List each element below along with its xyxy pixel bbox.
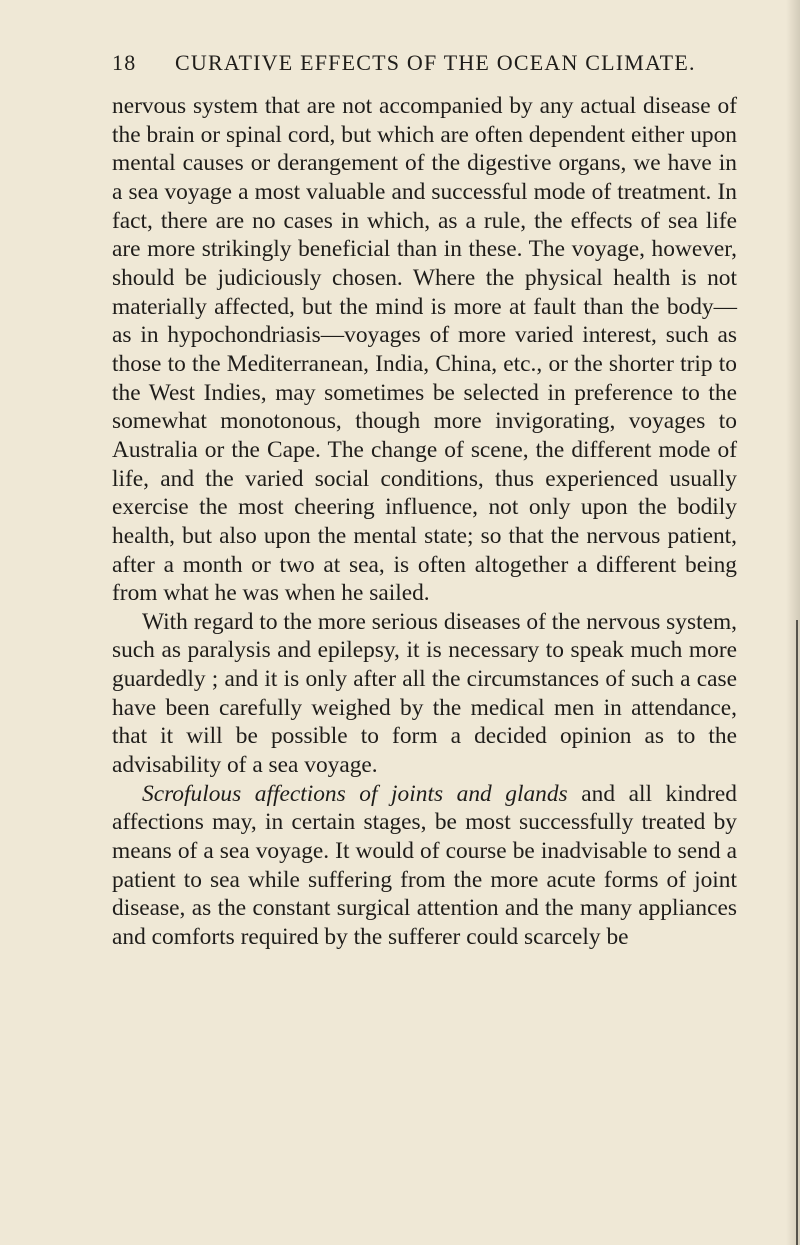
- running-head: [112, 50, 737, 86]
- paragraph-continuation: and all kindred affections may, in certain stages, be most successfully treated by means of a sea voyage. It would of course be inadvisable to send a patient to sea while suffering from the more acute forms of joint disease, as the constant surgical attention and the many appliances and comforts required by the sufferer could scarcely be: [112, 780, 737, 951]
- page-edge-line: [796, 620, 798, 1245]
- body-text: [112, 92, 737, 952]
- paragraph-serious-nervous-diseases: With regard to the more serious diseases of the nervous system, such as paralysis and epilepsy, it is necessary to speak much more guardedly ; and it is only after all the circumstances of such a case have been carefully weighed by the medical men in attendance, that it will be possible to form a decided opinion as to the advisability of a sea voyage.: [112, 608, 737, 779]
- paragraph-scrofulous-affections: [112, 780, 737, 952]
- running-title: CURATIVE EFFECTS OF THE OCEAN CLIMATE.: [175, 50, 696, 75]
- page-number: 18: [112, 50, 137, 75]
- italic-subject-phrase: Scrofulous affections of joints and glands: [142, 780, 568, 807]
- paragraph-functional-nervous-disorders: nervous system that are not accompanied by any actual disease of the brain or spinal cord, but which are often dependent either upon mental causes or derangement of the digestive organs, we have in a sea voyage a most valuable and successful mode of treatment. In fact, there are no cases in which, as a rule, the effects of sea life are more strikingly beneficial than in these. The voyage, however, should be judiciously chosen. Where the physical health is not materially affected, but the mind is more at fault than the body—as in hypochondriasis—voyages of more varied interest, such as those to the Mediterranean, India, China, etc., or the shorter trip to the West Indies, may sometimes be selected in preference to the somewhat monotonous, though more invigorating, voyages to Australia or the Cape. The change of scene, the different mode of life, and the varied social conditions, thus experienced usually exercise the most cheering influence, not only upon the bodily health, but also upon the mental state; so that the nervous patient, after a month or two at sea, is often altogether a different being from what he was when he sailed.: [112, 93, 737, 607]
